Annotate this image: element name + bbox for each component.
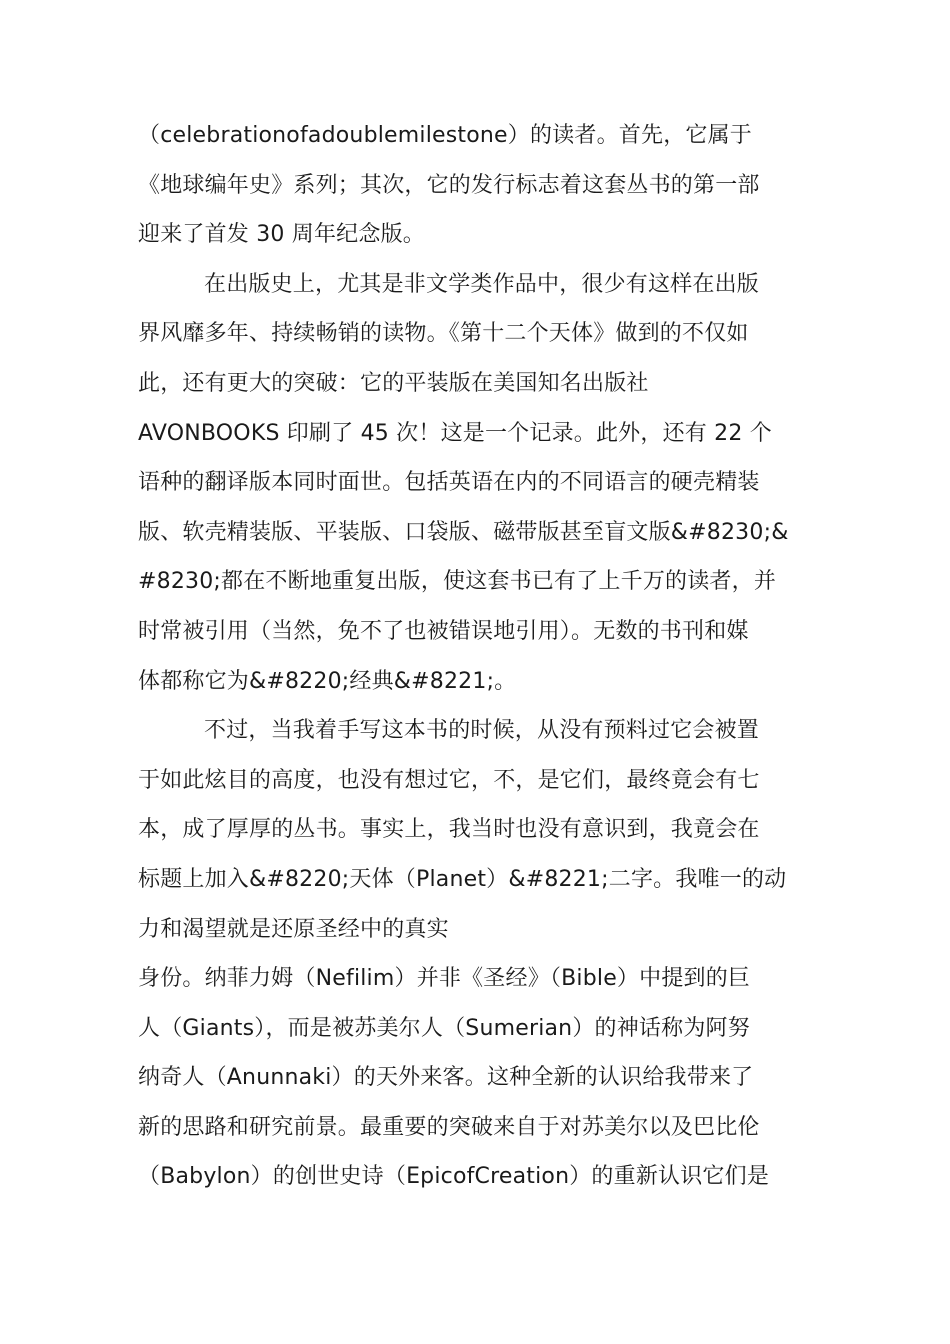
text-line: 本，成了厚厚的丛书。事实上，我当时也没有意识到，我竟会在 bbox=[138, 817, 760, 843]
text-line: （Babylon）的创世史诗（EpicofCreation）的重新认识它们是 bbox=[138, 1164, 770, 1190]
text-line: 于如此炫目的高度，也没有想过它，不，是它们，最终竟会有七 bbox=[138, 767, 760, 793]
text-line: 语种的翻译版本同时面世。包括英语在内的不同语言的硬壳精装 bbox=[138, 470, 760, 496]
text-line: 标题上加入&#8220;天体（Planet）&#8221;二字。我唯一的动 bbox=[138, 866, 787, 892]
text-line: 时常被引用（当然，免不了也被错误地引用）。无数的书刊和媒 bbox=[138, 618, 749, 644]
body-text bbox=[138, 111, 818, 1202]
text-line: 纳奇人（Anunnaki）的天外来客。这种全新的认识给我带来了 bbox=[138, 1065, 754, 1091]
text-line: 身份。纳菲力姆（Nefilim）并非《圣经》（Bible）中提到的巨 bbox=[138, 966, 751, 992]
text-line: 迎来了首发 30 周年纪念版。 bbox=[138, 222, 425, 248]
text-line: 人（Giants），而是被苏美尔人（Sumerian）的神话称为阿努 bbox=[138, 1015, 750, 1041]
text-line: 此，还有更大的突破：它的平装版在美国知名出版社 bbox=[138, 370, 649, 396]
text-line: 力和渴望就是还原圣经中的真实 bbox=[138, 916, 449, 942]
text-line: 新的思路和研究前景。最重要的突破来自于对苏美尔以及巴比伦 bbox=[138, 1114, 760, 1140]
text-line: #8230;都在不断地重复出版，使这套书已有了上千万的读者，并 bbox=[138, 569, 777, 595]
text-line: （celebrationofadoublemilestone）的读者。首先，它属于 bbox=[138, 123, 752, 148]
text-line: 版、软壳精装版、平装版、口袋版、磁带版甚至盲文版&#8230;& bbox=[138, 519, 789, 545]
text-line: 《地球编年史》系列；其次，它的发行标志着这套丛书的第一部 bbox=[138, 172, 760, 198]
text-line: 界风靡多年、持续畅销的读物。《第十二个天体》做到的不仅如 bbox=[138, 321, 749, 347]
text-line: AVONBOOKS 印刷了 45 次！这是一个记录。此外，还有 22 个 bbox=[138, 420, 772, 446]
text-line: 体都称它为&#8220;经典&#8221;。 bbox=[138, 668, 517, 694]
text-line: 不过，当我着手写这本书的时候，从没有预料过它会被置 bbox=[204, 718, 760, 744]
text-line: 在出版史上，尤其是非文学类作品中，很少有这样在出版 bbox=[204, 271, 760, 297]
